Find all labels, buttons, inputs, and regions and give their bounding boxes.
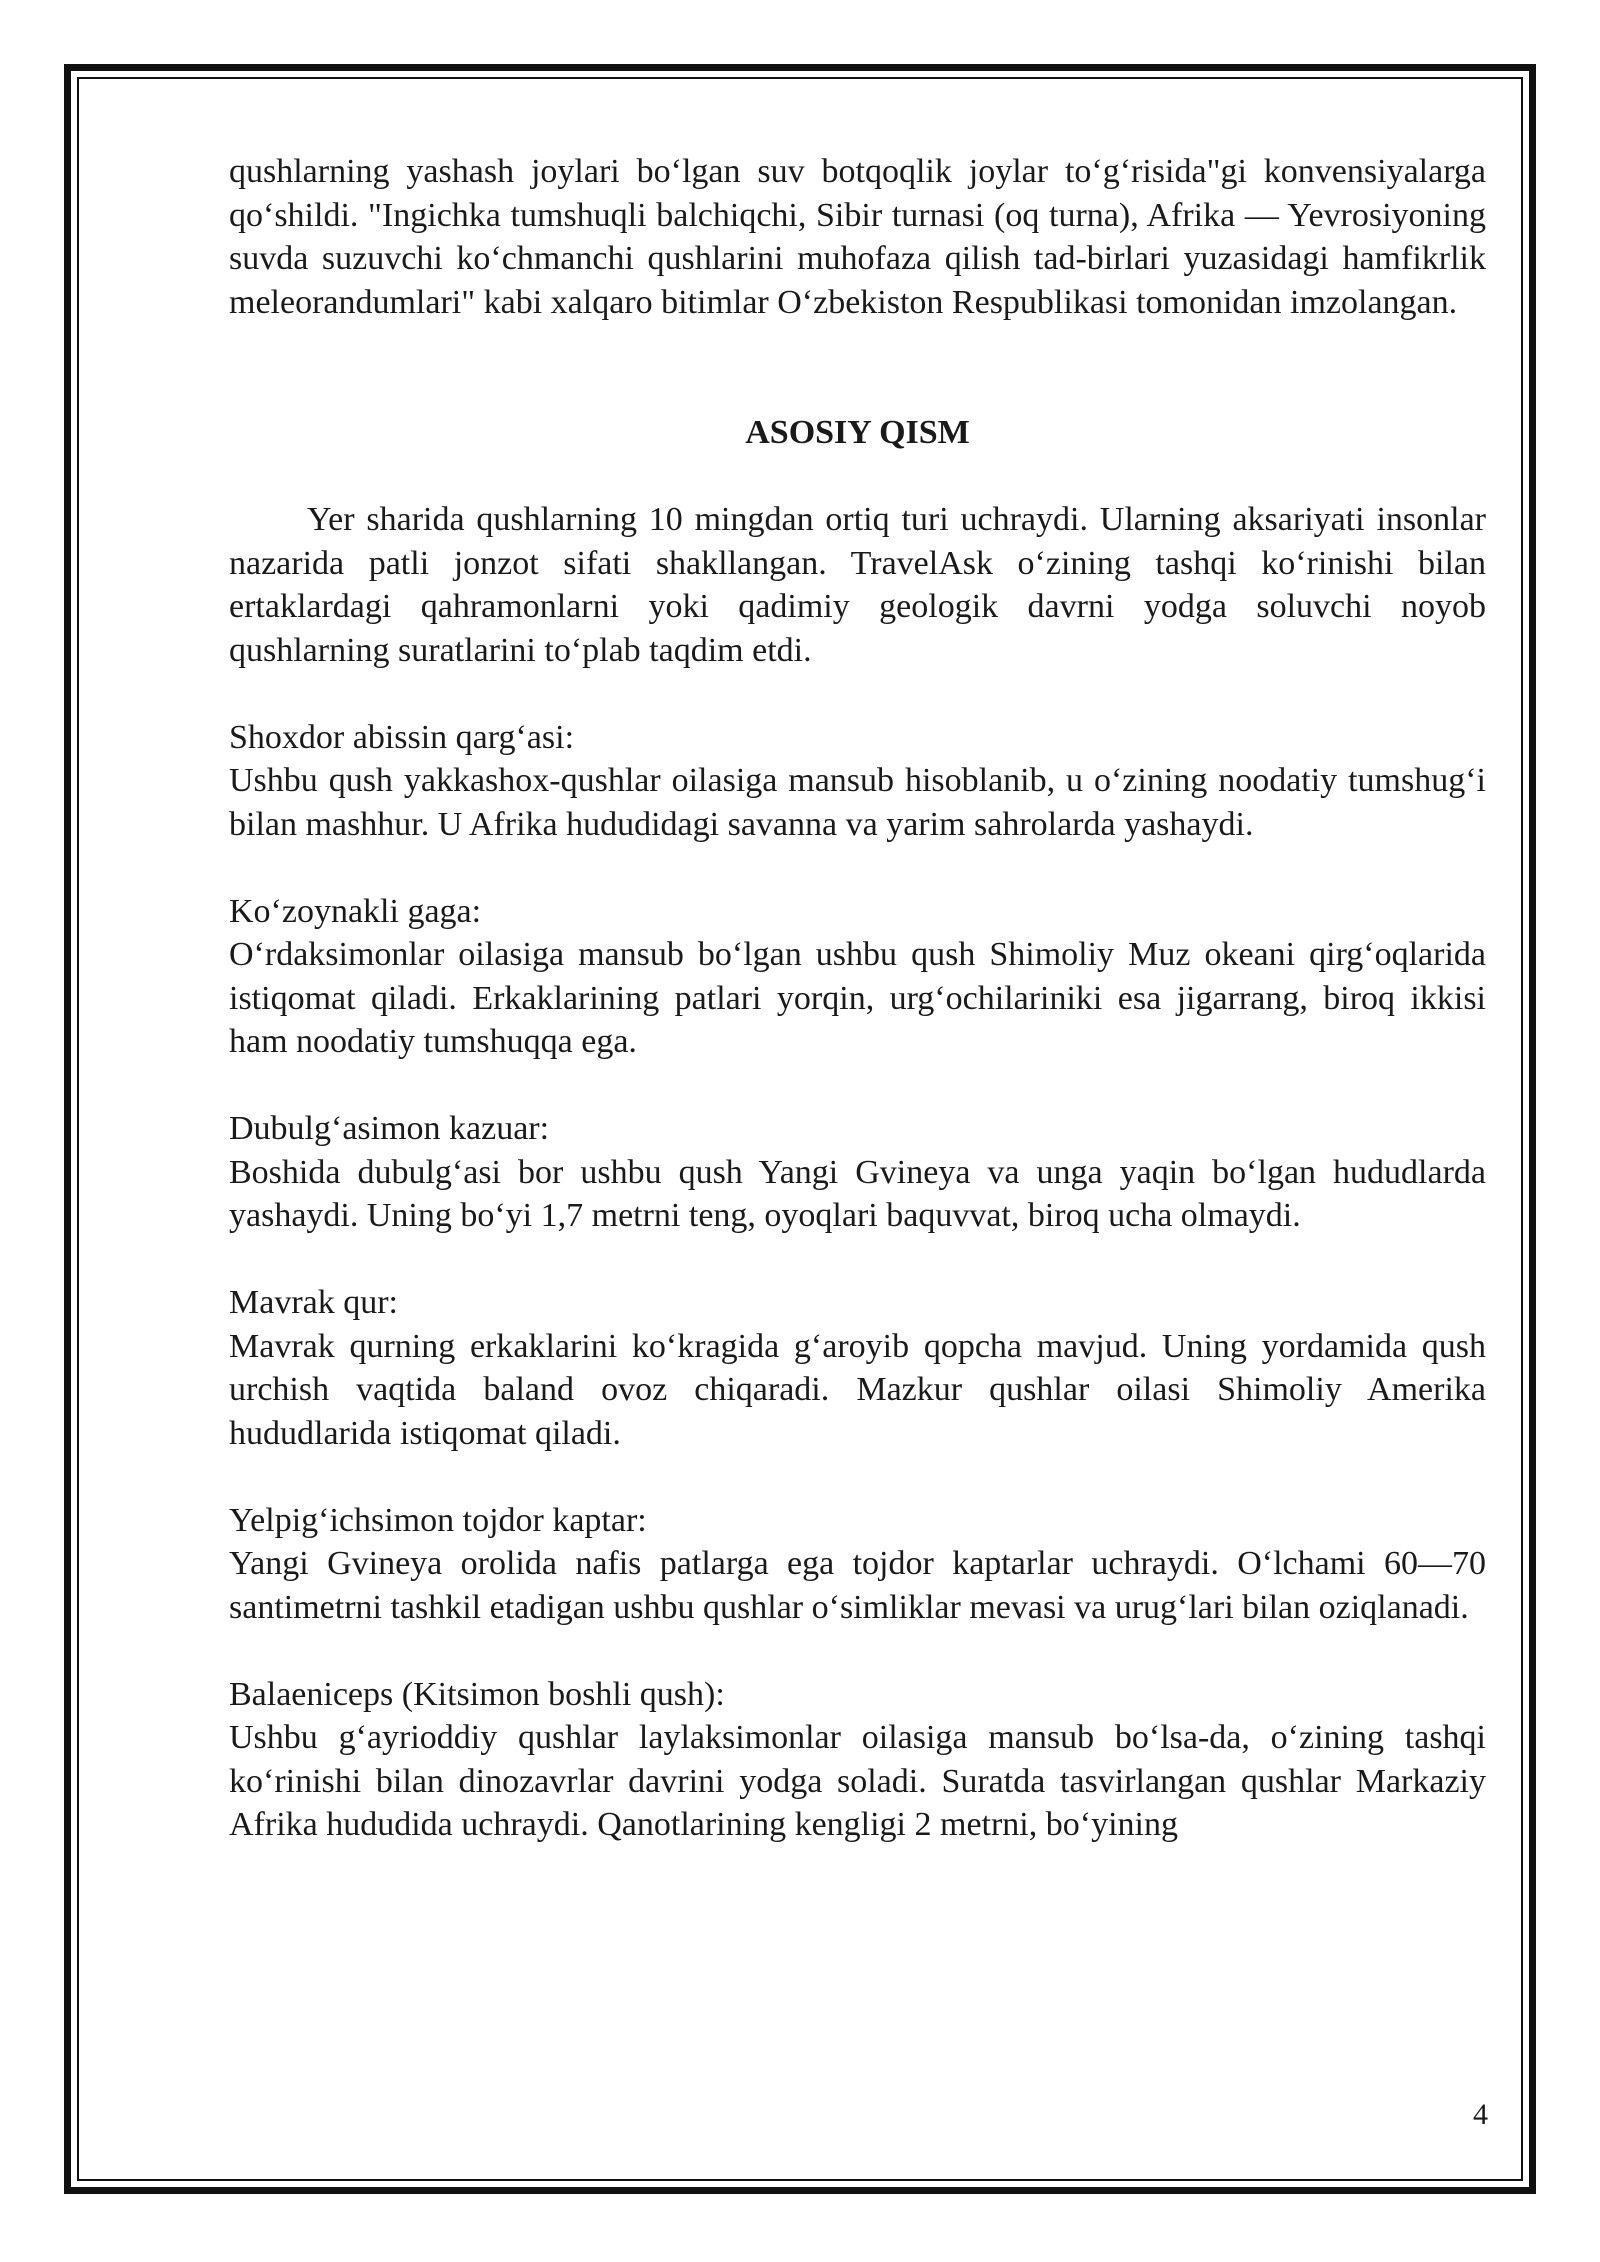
main-paragraph: Yer sharida qushlarning 10 mingdan ortiq turi uchraydi. Ularning aksariyati insonlar nazarida patli jonzot sifati shakllangan. TravelAsk o‘zining tashqi ko‘rinishi bilan ertaklardagi qahramonlarni yoki qadimiy geologik davrni yodga soluvchi noyob qushlarning suratlarini to‘plab taqdim etdi. xyxy=(229,501,1486,669)
bird-title: Ko‘zoynakli gaga: xyxy=(229,892,482,930)
bird-title: Yelpig‘ichsimon tojdor kaptar: xyxy=(229,1501,647,1539)
spacer xyxy=(229,455,1486,499)
bird-section xyxy=(229,716,1486,847)
bird-title: Shoxdor abissin qarg‘asi: xyxy=(229,718,575,756)
section-heading: ASOSIY QISM xyxy=(745,414,970,451)
bird-title: Balaeniceps (Kitsimon boshli qush): xyxy=(229,1675,725,1713)
spacer xyxy=(229,1064,1486,1108)
spacer xyxy=(229,324,1486,411)
bird-description: Ushbu qush yakkashox-qushlar oilasiga mansub hisoblanib, u o‘zining noodatiy tumshug‘i bilan mashhur. U Afrika hududidagi savanna va yarim sahrolarda yashaydi. xyxy=(229,762,1486,843)
spacer xyxy=(229,1455,1486,1499)
bird-description: Yangi Gvineya orolida nafis patlarga ega tojdor kaptarlar uchraydi. O‘lchami 60—70 santimetrni tashkil etadigan ushbu qushlar o‘simliklar mevasi va urug‘lari bilan oziqlanadi. xyxy=(229,1545,1486,1626)
document-body xyxy=(229,150,1486,1847)
bird-description: O‘rdaksimonlar oilasiga mansub bo‘lgan ushbu qush Shimoliy Muz okeani qirg‘oqlarida istiqomat qiladi. Erkaklarining patlari yorqin, urg‘ochilariniki esa jigarrang, biroq ikkisi ham noodatiy tumshuqqa ega. xyxy=(229,936,1486,1060)
spacer xyxy=(229,672,1486,716)
bird-section xyxy=(229,1673,1486,1847)
bird-title: Dubulg‘asimon kazuar: xyxy=(229,1110,550,1147)
spacer xyxy=(229,1238,1486,1282)
spacer xyxy=(229,846,1486,890)
bird-description: Mavrak qurning erkaklarini ko‘kragida g‘aroyib qopcha mavjud. Uning yordamida qush urchish vaqtida baland ovoz chiqaradi. Mazkur qushlar oilasi Shimoliy Amerika hududlarida istiqomat qiladi. xyxy=(229,1327,1486,1452)
bird-description: Boshida dubulg‘asi bor ushbu qush Yangi Gvineya va unga yaqin bo‘lgan hududlarda yashaydi. Uning bo‘yi 1,7 metrni teng, oyoqlari baquvvat, biroq ucha olmaydi. xyxy=(229,1153,1486,1234)
bird-section xyxy=(229,890,1486,1064)
bird-title: Mavrak qur: xyxy=(229,1284,399,1321)
spacer xyxy=(229,1629,1486,1673)
bird-description: Ushbu g‘ayrioddiy qushlar laylaksimonlar oilasiga mansub bo‘lsa-da, o‘zining tashqi ko‘rinishi bilan dinozavrlar davrini yodga soladi. Suratda tasvirlangan qushlar Markaziy Afrika hududida uchraydi. Qanotlarining kengligi 2 metrni, bo‘yining xyxy=(229,1719,1486,1843)
page-number: 4 xyxy=(1473,2098,1488,2131)
bird-section xyxy=(229,1499,1486,1630)
bird-section xyxy=(229,1281,1486,1455)
intro-paragraph: qushlarning yashash joylari bo‘lgan suv botqoqlik joylar to‘g‘risida"gi konvensiyalarga qo‘shildi. "Ingichka tumshuqli balchiqchi, Sibir turnasi (oq turna), Afrika — Yevrosiyoning suvda suzuvchi ko‘chmanchi qushlarini muhofaza qilish tad-birlari yuzasidagi hamfikrlik meleorandumlari" kabi xalqaro bitimlar O‘zbekiston Respublikasi tomonidan imzolangan. xyxy=(229,153,1486,321)
bird-section xyxy=(229,1107,1486,1238)
